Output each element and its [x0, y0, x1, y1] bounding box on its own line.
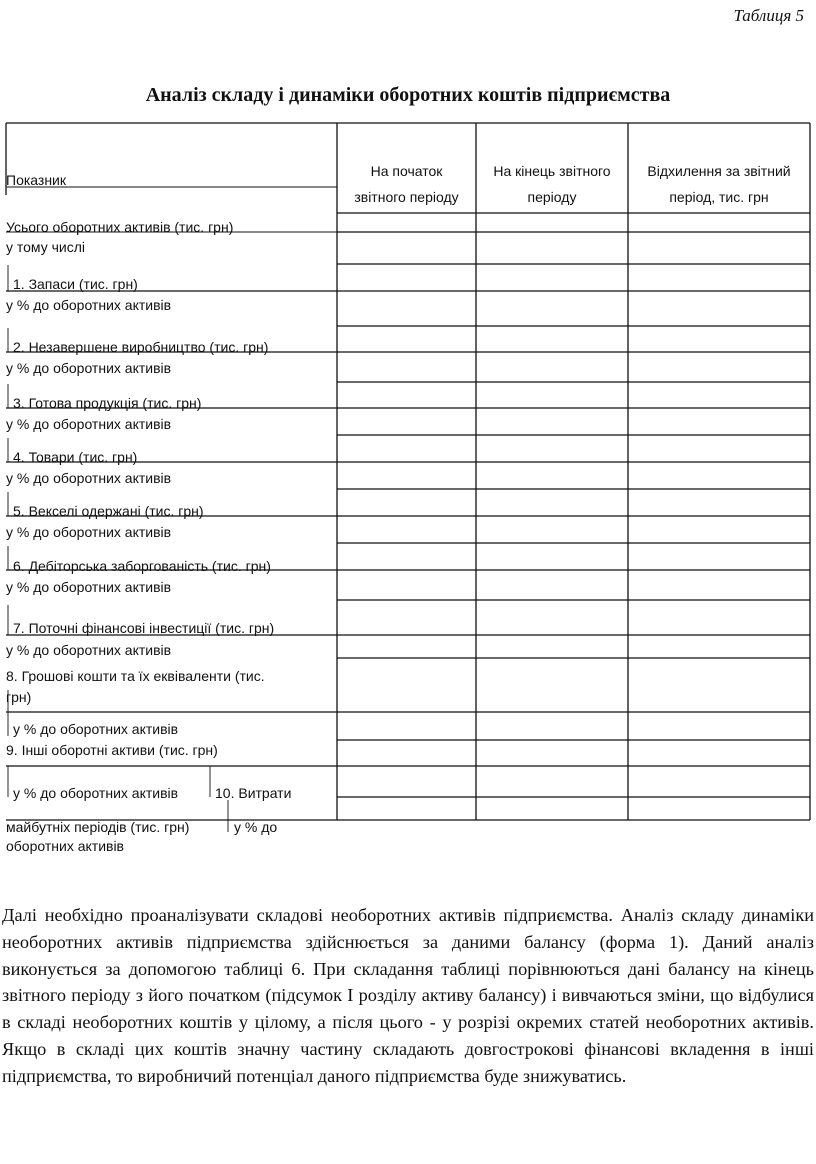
header-end-line2: періоду	[527, 189, 577, 205]
table-number: Таблиця 5	[733, 6, 804, 25]
row-pct-7: у % до оборотних активів	[6, 642, 172, 658]
row-pct-5: у % до оборотних активів	[6, 524, 172, 540]
row-other: 9. Інші оборотні активи (тис. грн)	[6, 742, 218, 758]
header-start-line1: На початок	[370, 163, 443, 179]
row-pct-9: у % до оборотних активів	[13, 785, 179, 801]
row-cash-line1: 8. Грошові кошти та їх еквіваленти (тис.	[6, 668, 265, 684]
row-pct-8: у % до оборотних активів	[13, 721, 179, 737]
header-end-line1: На кінець звітного	[493, 163, 611, 179]
row-pct-3: у % до оборотних активів	[6, 416, 172, 432]
row-total: Усього оборотних активів (тис. грн)	[6, 219, 234, 235]
row-pct-10-b: оборотних активів	[6, 838, 124, 854]
table-title: Аналіз складу і динаміки оборотних коштів підприємства	[145, 84, 671, 106]
header-deviation-line2: період, тис. грн	[669, 189, 769, 205]
header-start-line2: звітного періоду	[354, 189, 459, 205]
row-wip: 2. Незавершене виробництво (тис. грн)	[13, 339, 269, 355]
row-bills: 5. Векселі одержані (тис. грн)	[13, 503, 204, 519]
row-investments: 7. Поточні фінансові інвестиції (тис. грн)	[13, 620, 275, 636]
row-finished-goods: 3. Готова продукція (тис. грн)	[13, 395, 202, 411]
row-including: у тому числі	[6, 239, 85, 255]
header-deviation-line1: Відхилення за звітний	[647, 163, 791, 179]
row-inventories: 1. Запаси (тис. грн)	[13, 276, 138, 292]
row-pct-2: у % до оборотних активів	[6, 360, 172, 376]
row-pct-10-a: у % до	[234, 819, 278, 835]
row-pct-4: у % до оборотних активів	[6, 470, 172, 486]
row-goods: 4. Товари (тис. грн)	[13, 449, 138, 465]
row-cash-line2: грн)	[6, 689, 32, 705]
header-indicator: Показник	[6, 172, 67, 188]
row-expenses-b: майбутніх періодів (тис. грн)	[6, 819, 190, 835]
row-pct-1: у % до оборотних активів	[6, 297, 172, 313]
row-expenses-a: 10. Витрати	[215, 785, 292, 801]
body-paragraph: Далі необхідно проаналізувати складові необоротних активів підприємства. Аналіз складу динаміки необоротних активів підприємства здійснюється за даними балансу (форма 1). Даний аналіз виконується за допомогою таблиці 6. При складання таблиці порівнюються дані балансу на кінець звітного періоду з його початком (підсумок I розділу активу балансу) і вивчаються зміни, що відбулися в складі необоротних коштів у цілому, а після цього - у розрізі окремих статей необоротних активів. Якщо в складі цих коштів значну частину складають довгострокові фінансові вкладення в інші підприємства, то виробничий потенціал даного підприємства буде знижуватись.	[2, 905, 814, 1086]
row-receivables: 6. Дебіторська заборгованість (тис. грн)	[13, 558, 271, 574]
row-pct-6: у % до оборотних активів	[6, 579, 172, 595]
